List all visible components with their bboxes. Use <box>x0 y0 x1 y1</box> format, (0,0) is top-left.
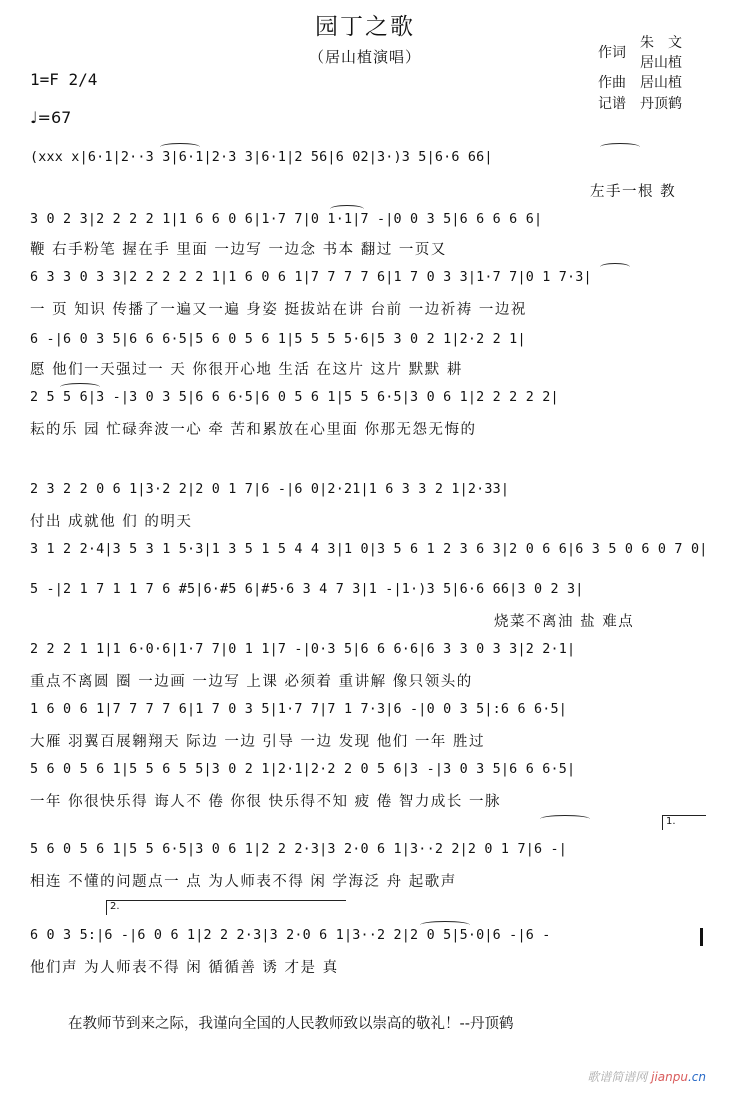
lyricist-name-1: 朱 文 <box>640 35 682 51</box>
music-line-7: 3 1 2 2·4|3 5 3 1 5·3|1 3 5 1 5 4 4 3|1 0|3 5 6 1 2 3 6 3|2 0 6 6|6 3 5 0 6 0 7 0| <box>30 542 708 557</box>
slur-mark <box>160 143 200 151</box>
lyric-line-5: 耘的乐 园 忙碌奔波一心 牵 苦和累放在心里面 你那无怨无悔的 <box>30 422 477 438</box>
slur-mark <box>600 143 640 151</box>
music-line-13: 6 0 3 5:|6 -|6 0 6 1|2 2 2·3|3 2·0 6 1|3··2 2|2 0 5|5·0|6 -|6 - <box>30 928 551 943</box>
lyric-line-12: 相连 不懂的问题点一 点 为人师表不得 闲 学海泛 舟 起歌声 <box>30 874 457 890</box>
slur-mark <box>600 263 630 271</box>
lyricist-label: 作词 <box>598 45 626 61</box>
slur-mark <box>330 205 364 213</box>
transcriber-name: 丹顶鹤 <box>640 96 682 112</box>
lyricist-name-2: 居山植 <box>640 55 682 71</box>
lyric-line-9: 重点不离圆 圈 一边画 一边写 上课 必须着 重讲解 像只领头的 <box>30 674 473 690</box>
lyric-line-1: 左手一根 教 <box>590 184 677 200</box>
music-line-5: 2 5 5 6|3 -|3 0 3 5|6 6 6·5|6 0 5 6 1|5 5 6·5|3 0 6 1|2 2 2 2 2| <box>30 390 559 405</box>
music-line-6: 2 3 2 2 0 6 1|3·2 2|2 0 1 7|6 -|6 0|2·21|1 6 3 3 2 1|2·33| <box>30 482 510 497</box>
dedication-text: 在教师节到来之际，我谨向全国的人民教师致以崇高的敬礼！--丹顶鹤 <box>68 1016 514 1032</box>
lyric-line-4: 愿 他们一天强过一 天 你很开心地 生活 在这片 这片 默默 耕 <box>30 362 463 378</box>
transcriber-label: 记谱 <box>598 96 626 112</box>
key-signature: 1=F 2/4 <box>30 70 98 89</box>
lyric-line-6: 付出 成就他 们 的明天 <box>30 514 193 530</box>
final-barline <box>700 928 703 946</box>
watermark-en-b: .cn <box>687 1070 706 1084</box>
music-line-8: 5 -|2 1 7 1 1 7 6 #5|6·#5 6|#5·6 3 4 7 3|1 -|1·)3 5|6·6 66|3 0 2 3| <box>30 582 584 597</box>
lyric-line-10: 大雁 羽翼百展翱翔天 际边 一边 引导 一边 发现 他们 一年 胜过 <box>30 734 485 750</box>
music-line-9: 2 2 2 1 1|1 6·0·6|1·7 7|0 1 1|7 -|0·3 5|6 6 6·6|6 3 3 0 3 3|2 2·1| <box>30 642 576 657</box>
song-subtitle: （居山植演唱） <box>308 48 421 66</box>
site-watermark <box>587 1068 706 1085</box>
volta-2-bracket <box>106 900 346 915</box>
watermark-cn: 歌谱简谱网 <box>587 1070 648 1084</box>
music-line-12: 5 6 0 5 6 1|5 5 6·5|3 0 6 1|2 2 2·3|3 2·0 6 1|3··2 2|2 0 1 7|6 -| <box>30 842 568 857</box>
composer-label: 作曲 <box>598 75 626 91</box>
volta-1-bracket <box>662 815 706 830</box>
lyric-line-13: 他们声 为人师表不得 闲 循循善 诱 才是 真 <box>30 960 339 976</box>
volta-2-label: 2. <box>110 901 120 912</box>
slur-mark <box>60 383 100 391</box>
watermark-en-a: jianpu <box>651 1070 688 1084</box>
volta-1-label: 1. <box>666 816 676 827</box>
music-line-2: 3 0 2 3|2 2 2 2 1|1 6 6 0 6|1·7 7|0 1·1|7 -|0 0 3 5|6 6 6 6 6| <box>30 212 543 227</box>
music-line-4: 6 -|6 0 3 5|6 6 6·5|5 6 0 5 6 1|5 5 5 5·6|5 3 0 2 1|2·2 2 1| <box>30 332 526 347</box>
slur-mark <box>540 815 590 823</box>
lyric-line-2: 鞭 右手粉笔 握在手 里面 一边写 一边念 书本 翻过 一页又 <box>30 242 447 258</box>
slur-mark <box>420 921 470 929</box>
lyric-line-8: 烧菜不离油 盐 难点 <box>494 614 635 630</box>
music-line-11: 5 6 0 5 6 1|5 5 6 5 5|3 0 2 1|2·1|2·2 2 0 5 6|3 -|3 0 3 5|6 6 6·5| <box>30 762 576 777</box>
composer-name: 居山植 <box>640 75 682 91</box>
tempo-marking: ♩=67 <box>30 108 72 127</box>
lyric-line-3: 一 页 知识 传播了一遍又一遍 身姿 挺拔站在讲 台前 一边祈祷 一边祝 <box>30 302 527 318</box>
lyric-line-11: 一年 你很快乐得 诲人不 倦 你很 快乐得不知 疲 倦 智力成长 一脉 <box>30 794 501 810</box>
music-line-1: (xxx x|6·1|2··3 3|6·1|2·3 3|6·1|2 56|6 02|3·)3 5|6·6 66| <box>30 150 493 165</box>
music-line-3: 6 3 3 0 3 3|2 2 2 2 2 1|1 6 0 6 1|7 7 7 7 6|1 7 0 3 3|1·7 7|0 1 7·3| <box>30 270 592 285</box>
song-title: 园丁之歌 <box>315 14 415 40</box>
music-line-10: 1 6 0 6 1|7 7 7 7 6|1 7 0 3 5|1·7 7|7 1 7·3|6 -|0 0 3 5|:6 6 6·5| <box>30 702 568 717</box>
